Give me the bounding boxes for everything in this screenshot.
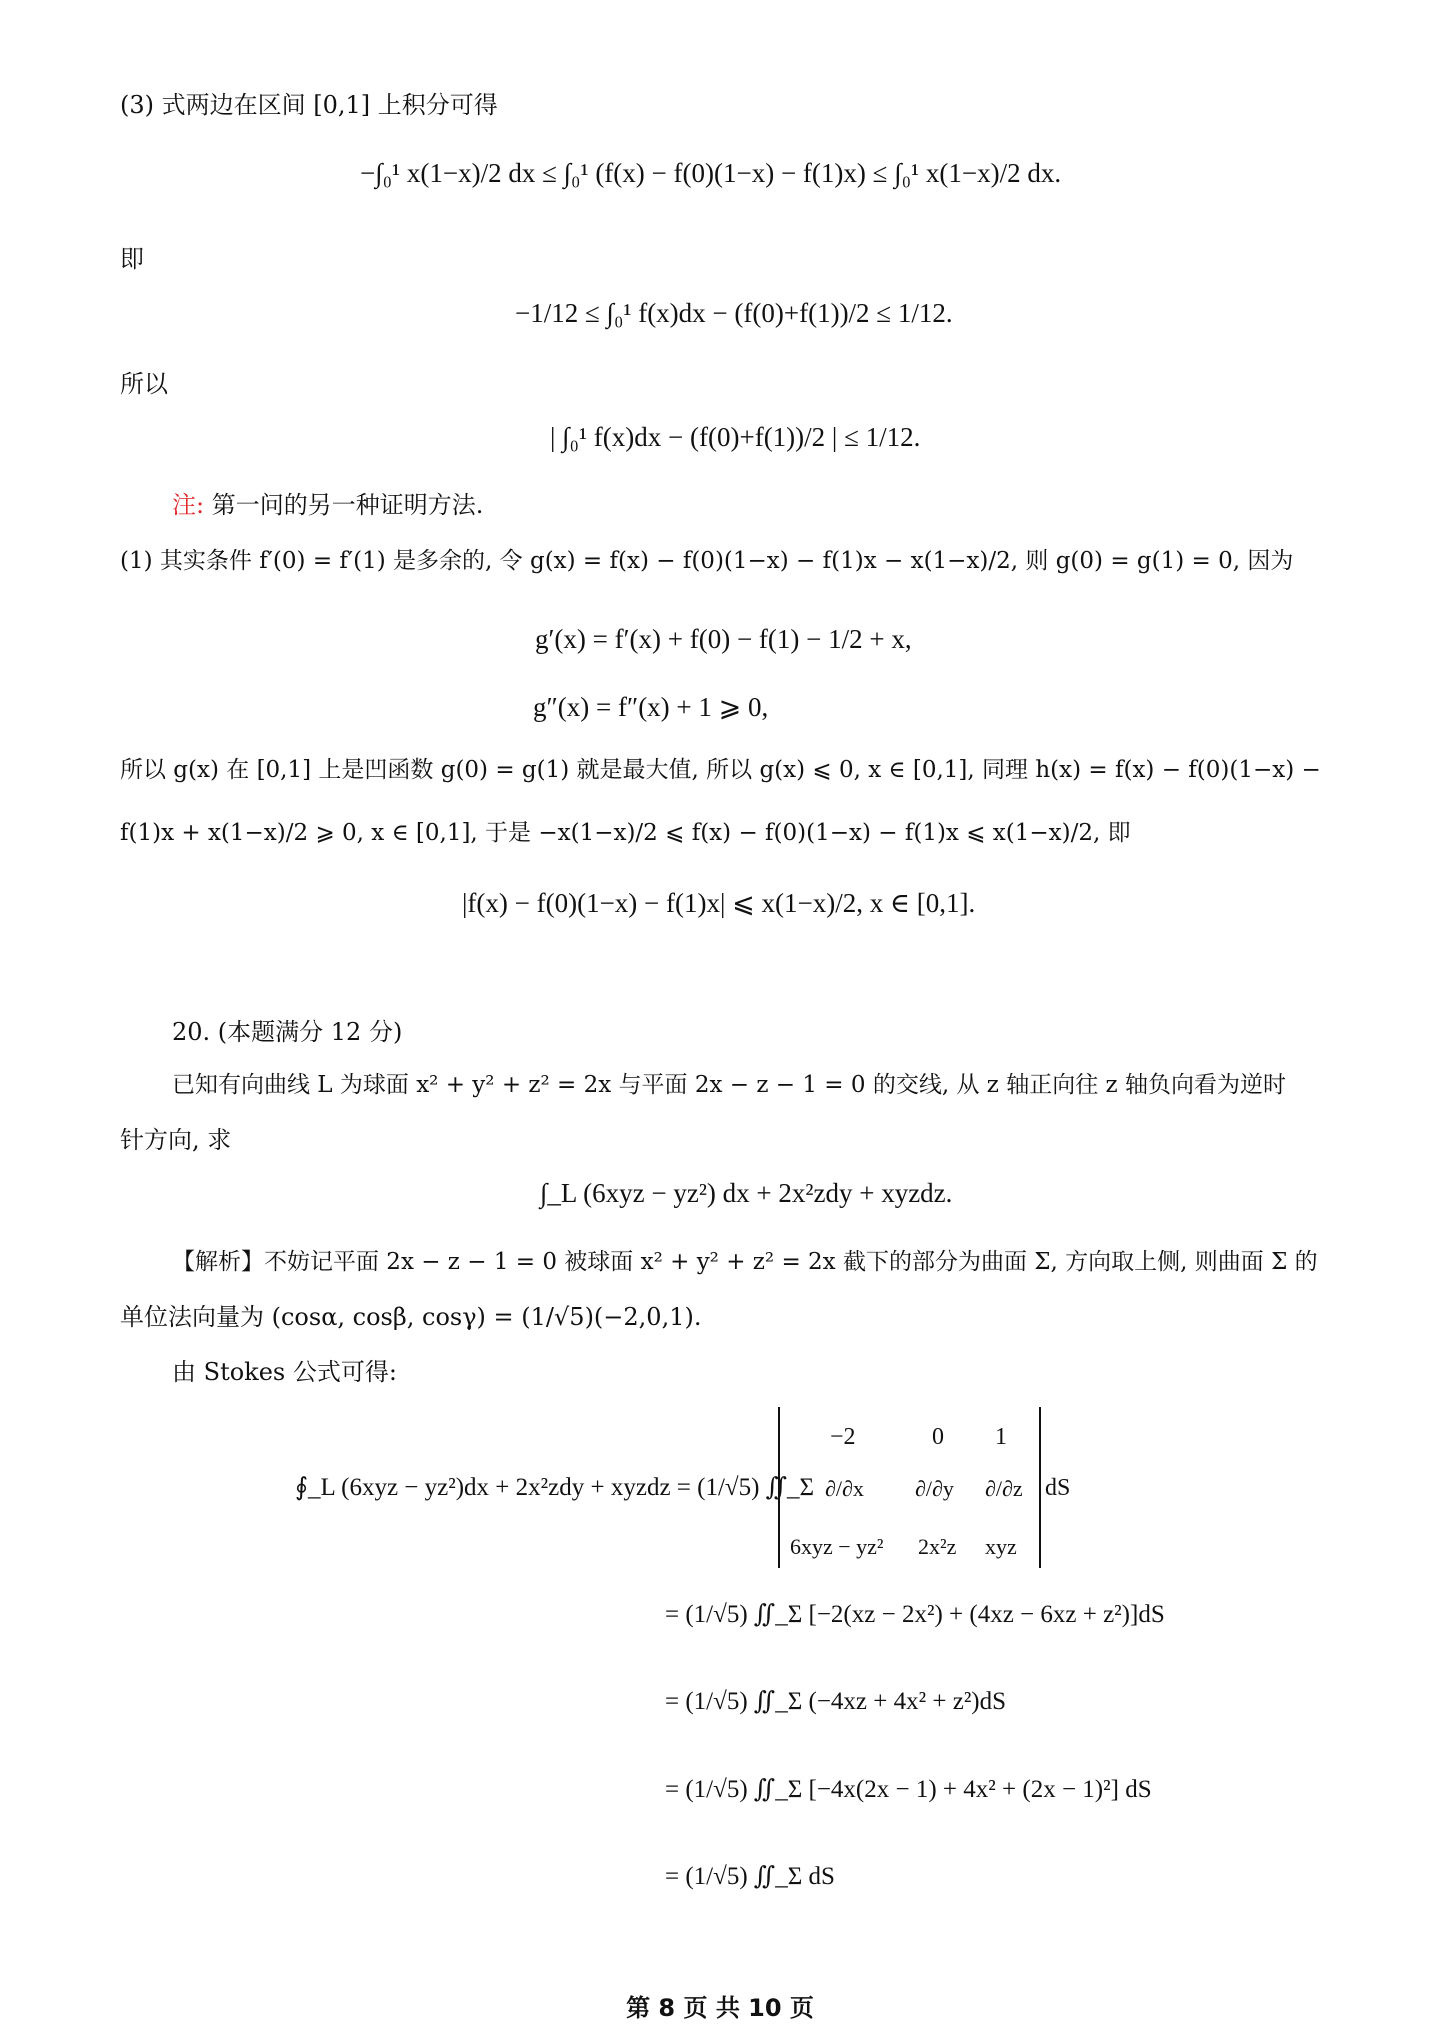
step-5: = (1/√5) ∬_Σ dS	[665, 1863, 835, 1890]
equation-6: |f(x) − f(0)(1−x) − f(1)x| ⩽ x(1−x)/2, x ∈ [0,1].	[462, 888, 976, 918]
det-r2c2: ∂/∂y	[915, 1476, 954, 1501]
step-2: = (1/√5) ∬_Σ [−2(xz − 2x²) + (4xz − 6xz + z²)]dS	[665, 1601, 1165, 1628]
problem20-header: 20. (本题满分 12 分)	[172, 1018, 403, 1046]
equation-4: g′(x) = f′(x) + f(0) − f(1) − 1/2 + x,	[535, 624, 912, 654]
note-label: 注:	[172, 491, 205, 519]
problem20-statement-1: 已知有向曲线 L 为球面 x² + y² + z² = 2x 与平面 2x − z − 1 = 0 的交线, 从 z 轴正向往 z 轴负向看为逆时	[172, 1072, 1286, 1098]
text-suoyi: 所以	[120, 370, 168, 398]
note-paragraph-2a: 所以 g(x) 在 [0,1] 上是凹函数 g(0) = g(1) 就是最大值, 所以 g(x) ⩽ 0, x ∈ [0,1], 同理 h(x) = f(x) − f(0)(1−x) −	[120, 757, 1321, 783]
det-dS: dS	[1045, 1475, 1071, 1501]
det-r2c1: ∂/∂x	[825, 1476, 864, 1501]
stokes-lhs: ∮_L (6xyz − yz²)dx + 2x²zdy + xyzdz = (1/√5) ∬_Σ	[295, 1474, 815, 1501]
det-r1c1: −2	[830, 1424, 856, 1450]
note-text: 第一问的另一种证明方法.	[211, 491, 484, 519]
equation-1: −∫₀¹ x(1−x)/2 dx ≤ ∫₀¹ (f(x) − f(0)(1−x) − f(1)x) ≤ ∫₀¹ x(1−x)/2 dx.	[360, 158, 1062, 188]
problem20-integral: ∫_L (6xyz − yz²) dx + 2x²zdy + xyzdz.	[540, 1178, 953, 1208]
equation-5: g″(x) = f″(x) + 1 ⩾ 0,	[533, 692, 769, 722]
step-3: = (1/√5) ∬_Σ (−4xz + 4x² + z²)dS	[665, 1688, 1007, 1715]
det-r3c2: 2x²z	[918, 1534, 957, 1559]
equation-3: | ∫₀¹ f(x)dx − (f(0)+f(1))/2 | ≤ 1/12.	[550, 422, 921, 452]
det-r3c3: xyz	[985, 1534, 1017, 1559]
problem20-statement-2: 针方向, 求	[120, 1126, 232, 1154]
note-line	[172, 490, 483, 520]
note-paragraph-1: (1) 其实条件 f′(0) = f′(1) 是多余的, 令 g(x) = f(x) − f(0)(1−x) − f(1)x − x(1−x)/2, 则 g(0) = g(1) = 0, 因为	[120, 548, 1294, 574]
step-4: = (1/√5) ∬_Σ [−4x(2x − 1) + 4x² + (2x − 1)²] dS	[665, 1776, 1152, 1803]
det-r1c2: 0	[932, 1424, 944, 1450]
solution-line-1: 【解析】不妨记平面 2x − z − 1 = 0 被球面 x² + y² + z² = 2x 截下的部分为曲面 Σ, 方向取上侧, 则曲面 Σ 的	[172, 1249, 1318, 1275]
equation-2: −1/12 ≤ ∫₀¹ f(x)dx − (f(0)+f(1))/2 ≤ 1/12.	[515, 298, 953, 328]
page-footer: 第 8 页 共 10 页	[626, 1994, 814, 2022]
det-r3c1: 6xyz − yz²	[790, 1534, 884, 1559]
stokes-intro: 由 Stokes 公式可得:	[172, 1358, 397, 1386]
section3-intro: (3) 式两边在区间 [0,1] 上积分可得	[120, 91, 498, 119]
det-r1c3: 1	[995, 1424, 1007, 1450]
solution-line-2: 单位法向量为 (cosα, cosβ, cosγ) = (1/√5)(−2,0,1).	[120, 1303, 702, 1331]
det-r2c3: ∂/∂z	[985, 1476, 1023, 1501]
note-paragraph-2b: f(1)x + x(1−x)/2 ⩾ 0, x ∈ [0,1], 于是 −x(1−x)/2 ⩽ f(x) − f(0)(1−x) − f(1)x ⩽ x(1−x)/2, 即	[120, 820, 1131, 846]
text-ji: 即	[120, 245, 144, 273]
